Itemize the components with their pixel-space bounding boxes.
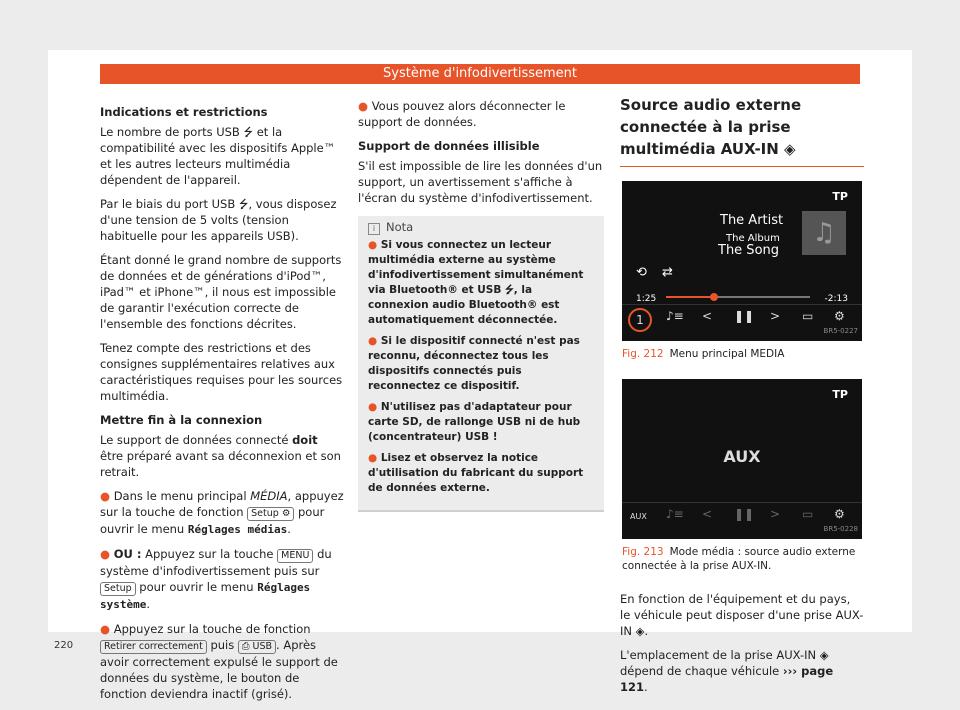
previous-icon: < bbox=[702, 309, 713, 323]
column-2 bbox=[358, 98, 604, 512]
section-title: Source audio externe connectée à la prise multimédia AUX-IN ◈ bbox=[620, 94, 864, 167]
music-note-icon: ♫ bbox=[802, 211, 846, 255]
paragraph: En fonction de l'équipement et du pays, le véhicule peut disposer d'une prise AUX-IN ◈. bbox=[620, 592, 864, 638]
bullet-item: ● Appuyez sur la touche de fonction Retirer correctement puis ⎙ USB . Après avoir correctement expulsé le support de données du système, le bouton de fonction deviendra inactif (grisé). bbox=[100, 622, 338, 701]
heading-end-connection: Mettre fin à la connexion bbox=[100, 413, 263, 427]
eject-key: Retirer correctement bbox=[100, 640, 207, 654]
pause-icon: ❚❚ bbox=[734, 507, 755, 521]
source-icon: ▭ bbox=[802, 309, 814, 323]
tp-label: TP bbox=[832, 388, 848, 401]
paragraph: Tenez compte des restrictions et des consignes supplémentaires relatives aux caractéristiques requises pour les sources multimédia. bbox=[100, 341, 343, 403]
image-code: BR5-0228 bbox=[823, 525, 858, 533]
heading-unreadable: Support de données illisible bbox=[358, 139, 540, 153]
bullet-item: ● Dans le menu principal MÉDIA, appuyez sur la touche de fonction Setup ⚙ pour ouvrir le menu Réglages médias. bbox=[100, 489, 344, 536]
bullet-dot: ● bbox=[100, 489, 111, 503]
paragraph: Par le biais du port USB ⭍, vous disposez d'une tension de 5 volts (tension habituelle pour les appareils USB). bbox=[100, 197, 337, 243]
shuffle-icon: ⇄ bbox=[662, 265, 673, 280]
gear-icon: ⚙ bbox=[834, 309, 845, 323]
tp-label: TP bbox=[832, 190, 848, 203]
bullet-dot: ● bbox=[100, 622, 111, 636]
figure-caption: Fig. 213 Mode média : source audio externe connectée à la prise AUX-IN. bbox=[622, 546, 856, 572]
bullet-item: ● Vous pouvez alors déconnecter le support de données. bbox=[358, 99, 566, 129]
artist-label: The Artist bbox=[720, 213, 784, 228]
note-item: ● Lisez et observez la notice d'utilisation du fabricant du support de données externe. bbox=[368, 452, 584, 494]
callout-badge: 1 bbox=[628, 308, 652, 332]
playlist-icon: ♪≡ bbox=[666, 507, 684, 521]
song-label: The Song bbox=[718, 243, 780, 258]
bullet-item: ● OU : Appuyez sur la touche MENU du système d'infodivertissement puis sur Setup pour ouvrir le menu Réglages système. bbox=[100, 547, 332, 611]
remaining-time: -2:13 bbox=[824, 294, 848, 304]
repeat-icon: ⟲ bbox=[636, 265, 647, 280]
page-number: 220 bbox=[54, 640, 74, 651]
album-label: The Album bbox=[726, 233, 780, 244]
aux-source-label: AUX bbox=[630, 512, 647, 521]
menu-key: MENU bbox=[277, 549, 313, 563]
progress-fill bbox=[666, 296, 714, 298]
bullet-dot: ● bbox=[100, 547, 111, 561]
note-item: ● Si vous connectez un lecteur multimédia externe au système d'infodivertissement simultanément via Bluetooth® et USB ⭍, la connexion audio Bluetooth® est automatiquement déconnectée. bbox=[368, 239, 584, 326]
paragraph: Étant donné le grand nombre de supports de données et de générations d'iPod™, iPad™ et iPhone™, il nous est impossible de garantir l'exécution correcte de l'ensemble des fonctions décrites. bbox=[100, 253, 342, 331]
progress-bar bbox=[666, 296, 810, 298]
next-icon: > bbox=[770, 507, 781, 521]
pause-icon: ❚❚ bbox=[734, 309, 755, 323]
next-icon: > bbox=[770, 309, 781, 323]
image-code: BR5-0227 bbox=[823, 327, 858, 335]
page-header: Système d'infodivertissement bbox=[100, 64, 860, 84]
column-1 bbox=[100, 98, 344, 710]
paragraph: L'emplacement de la prise AUX-IN ◈ dépend de chaque véhicule ››› page 121. bbox=[620, 648, 834, 694]
paragraph: Le nombre de ports USB ⭍ et la compatibilité avec les dispositifs Apple™ et les autres lecteurs multimédia dépendent de l'appareil. bbox=[100, 125, 336, 187]
info-icon: i bbox=[368, 223, 380, 235]
figure-aux-mode bbox=[622, 379, 862, 539]
note-header: i Nota bbox=[368, 216, 594, 238]
gear-icon: ⚙ bbox=[834, 507, 845, 521]
progress-knob bbox=[710, 293, 718, 301]
paragraph: S'il est impossible de lire les données d'un support, un avertissement s'affiche à l'écran du système d'infodivertissement. bbox=[358, 159, 603, 205]
page-reference-link[interactable]: ››› page 121 bbox=[620, 664, 834, 694]
elapsed-time: 1:25 bbox=[636, 294, 657, 304]
usb-key: ⎙ USB bbox=[238, 640, 276, 654]
setup-key: Setup bbox=[100, 582, 136, 596]
setup-key: Setup ⚙ bbox=[247, 507, 294, 521]
figure-caption: Fig. 212 Menu principal MEDIA bbox=[622, 348, 785, 360]
paragraph: Le support de données connecté doit être préparé avant sa déconnexion et son retrait. bbox=[100, 433, 341, 479]
note-item: ● Si le dispositif connecté n'est pas reconnu, déconnectez tous les dispositifs connectés puis reconnectez ce dispositif. bbox=[368, 335, 580, 392]
figure-media-menu bbox=[622, 181, 862, 341]
column-3 bbox=[620, 94, 864, 703]
aux-label: AUX bbox=[723, 447, 761, 466]
heading-restrictions: Indications et restrictions bbox=[100, 105, 268, 119]
note-box bbox=[358, 216, 604, 512]
playlist-icon: ♪≡ bbox=[666, 309, 684, 323]
note-item: ● N'utilisez pas d'adaptateur pour carte SD, de rallonge USB ni de hub (concentrateur) USB ! bbox=[368, 401, 581, 443]
bullet-dot: ● bbox=[358, 99, 369, 113]
source-icon: ▭ bbox=[802, 507, 814, 521]
previous-icon: < bbox=[702, 507, 713, 521]
